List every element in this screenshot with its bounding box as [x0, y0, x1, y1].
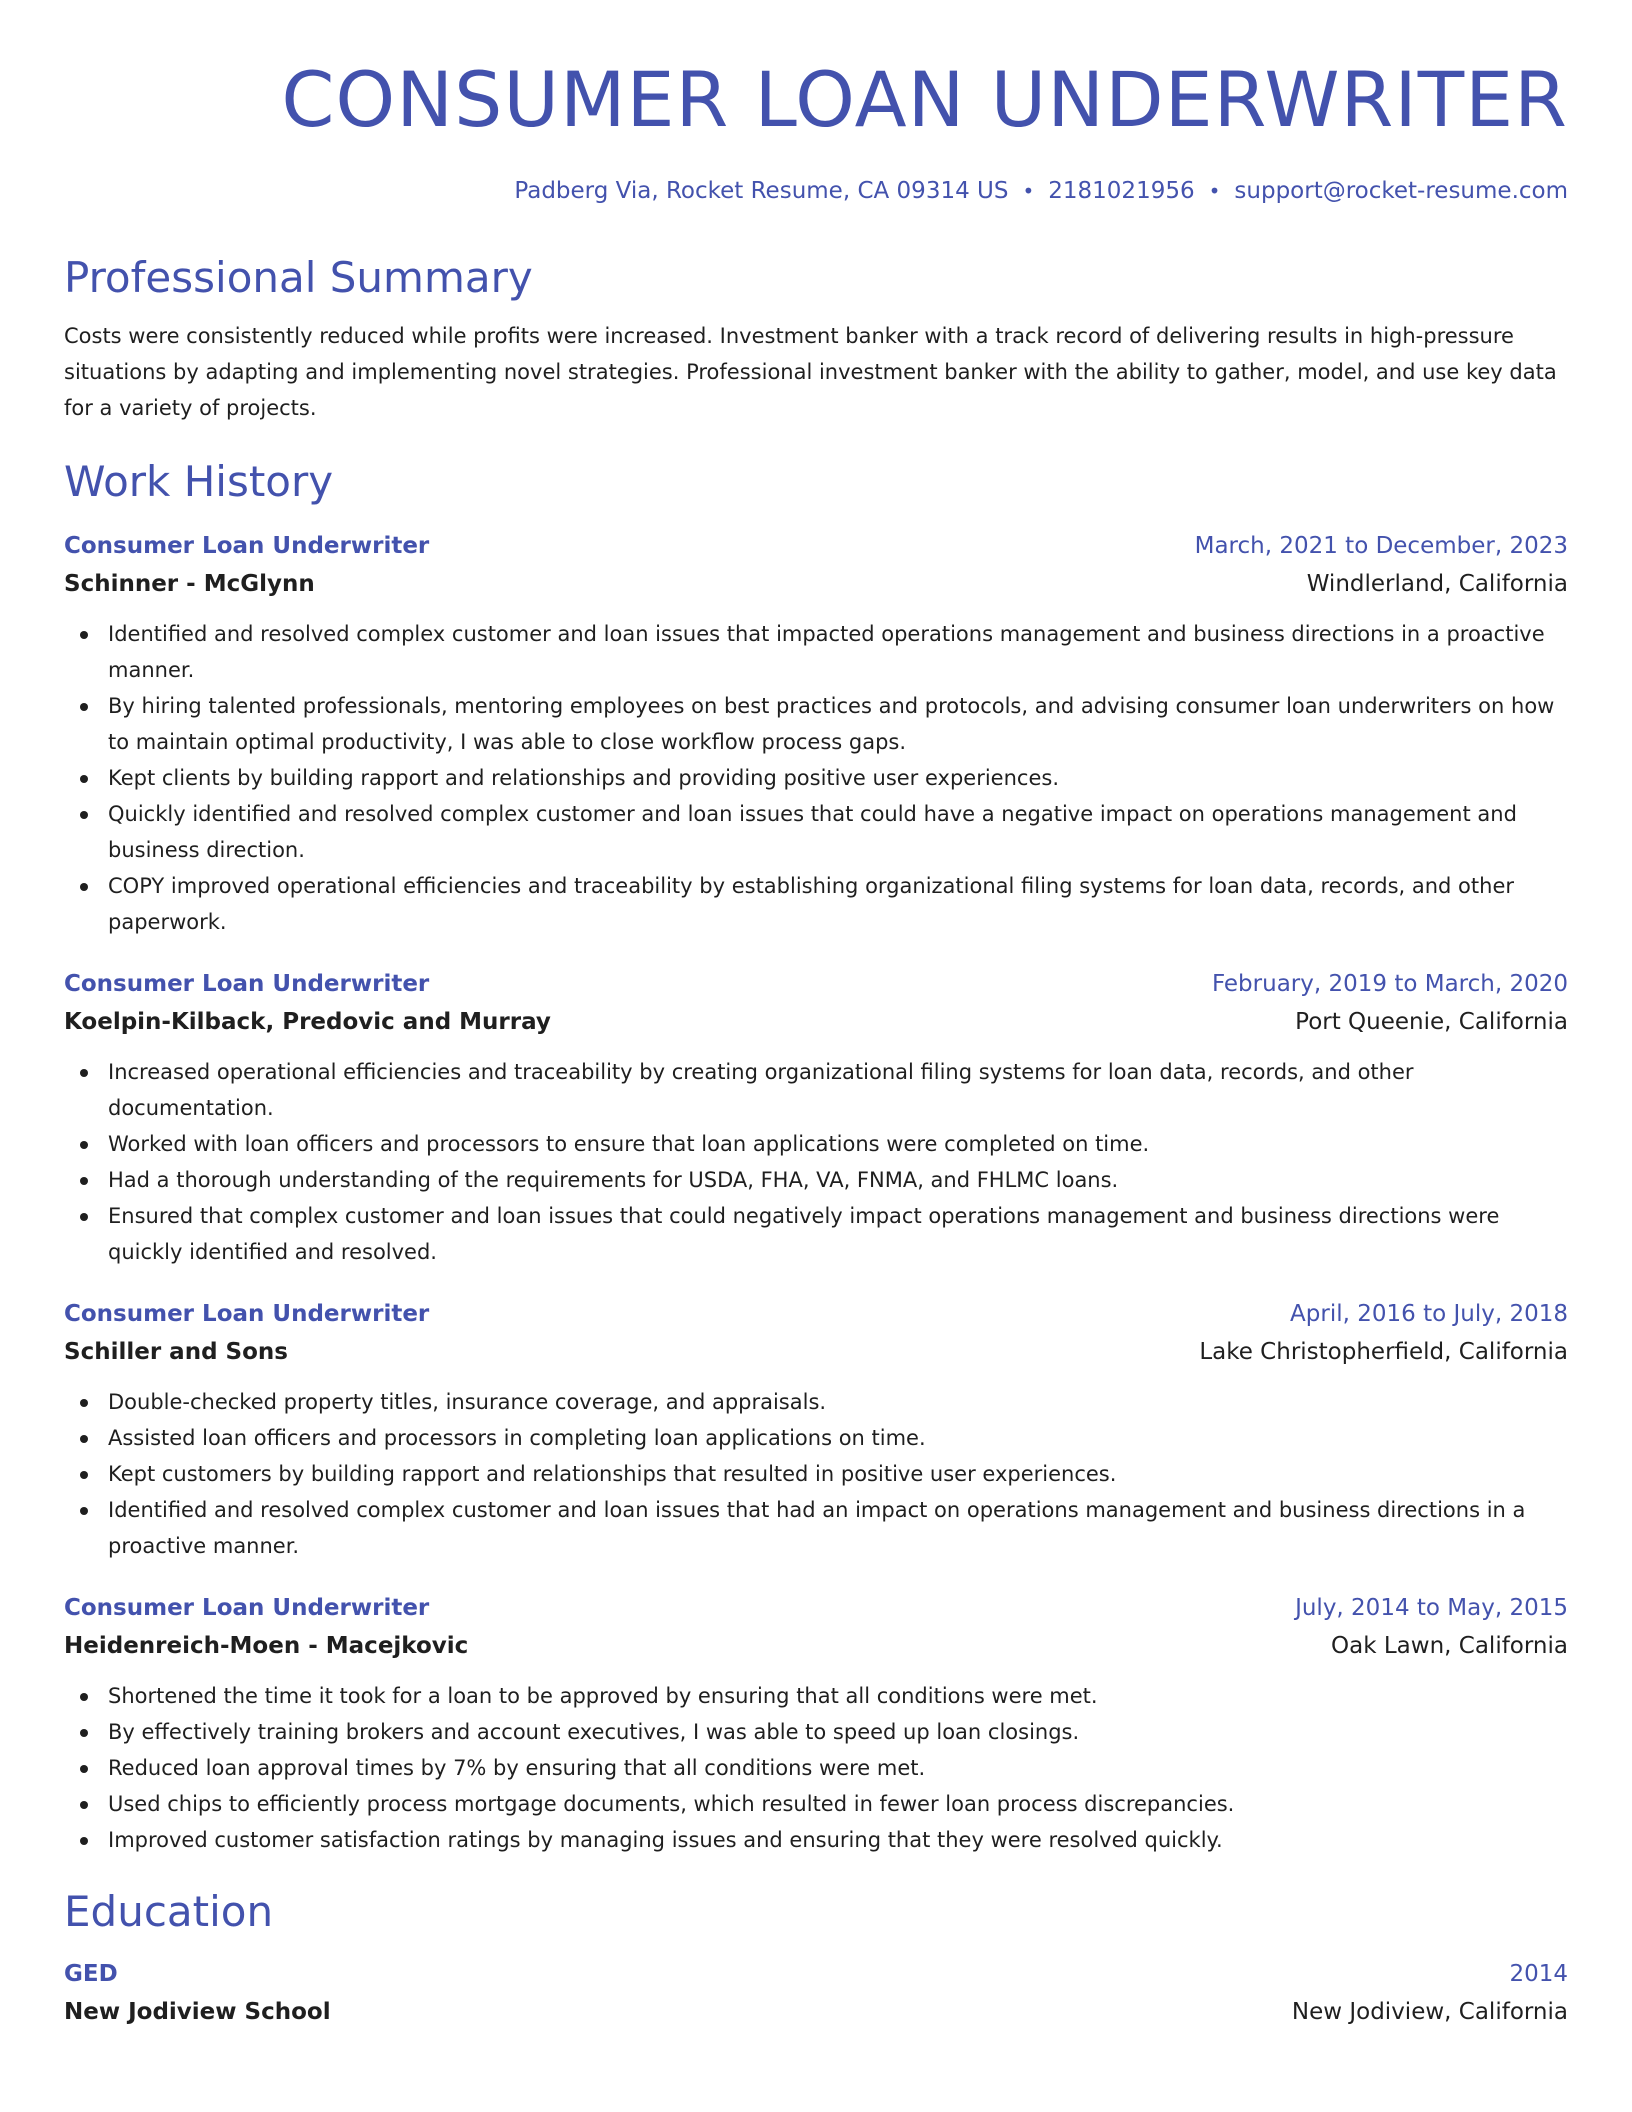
job-bullet: Double-checked property titles, insurance coverage, and appraisals.	[64, 1384, 1568, 1420]
job-bullet: Assisted loan officers and processors in completing loan applications on time.	[64, 1420, 1568, 1456]
education-school: New Jodiview School	[64, 1999, 331, 2025]
job-dates: July, 2014 to May, 2015	[1295, 1595, 1568, 1621]
job-bullet: Kept clients by building rapport and relationships and providing positive user experiences.	[64, 760, 1568, 796]
job-bullet: Shortened the time it took for a loan to be approved by ensuring that all conditions were met.	[64, 1678, 1568, 1714]
job-bullet: Ensured that complex customer and loan issues that could negatively impact operations management and business directions were quickly identified and resolved.	[64, 1198, 1568, 1270]
job-bullet: By hiring talented professionals, mentoring employees on best practices and protocols, and advising consumer loan underwriters on how to maintain optimal productivity, I was able to close workflow process gaps.	[64, 688, 1568, 760]
job-company: Heidenreich-Moen - Macejkovic	[64, 1633, 469, 1659]
work-history-heading: Work History	[64, 457, 334, 506]
job-bullet: Used chips to efficiently process mortgage documents, which resulted in fewer loan process discrepancies.	[64, 1786, 1568, 1822]
job-company: Schinner - McGlynn	[64, 571, 315, 597]
job-bullet: Kept customers by building rapport and relationships that resulted in positive user experiences.	[64, 1456, 1568, 1492]
job-dates: April, 2016 to July, 2018	[1290, 1301, 1568, 1327]
job-entry	[64, 1590, 1568, 1858]
job-dates: February, 2019 to March, 2020	[1211, 971, 1568, 997]
job-company: Koelpin-Kilback, Predovic and Murray	[64, 1009, 551, 1035]
job-company: Schiller and Sons	[64, 1339, 288, 1365]
job-role: Consumer Loan Underwriter	[64, 1301, 430, 1327]
job-role: Consumer Loan Underwriter	[64, 533, 430, 559]
job-bullet: By effectively training brokers and account executives, I was able to speed up loan closings.	[64, 1714, 1568, 1750]
job-location: Lake Christopherfield, California	[1199, 1339, 1568, 1365]
job-bullet: Increased operational efficiencies and traceability by creating organizational filing systems for loan data, records, and other documentation.	[64, 1054, 1568, 1126]
education-location: New Jodiview, California	[1291, 1999, 1568, 2025]
job-bullets	[64, 616, 1568, 940]
job-bullet: Worked with loan officers and processors to ensure that loan applications were completed on time.	[64, 1126, 1568, 1162]
job-role: Consumer Loan Underwriter	[64, 1595, 430, 1621]
contact-separator: •	[1208, 179, 1221, 203]
contact-info	[64, 178, 1568, 204]
job-location: Oak Lawn, California	[1331, 1633, 1568, 1659]
job-location: Windlerland, California	[1306, 571, 1568, 597]
job-bullet: Identified and resolved complex customer and loan issues that had an impact on operations management and business directions in a proactive manner.	[64, 1492, 1568, 1564]
job-bullet: Improved customer satisfaction ratings by managing issues and ensuring that they were resolved quickly.	[64, 1822, 1568, 1858]
education-degree: GED	[64, 1961, 118, 1987]
job-location: Port Queenie, California	[1295, 1009, 1568, 1035]
job-entry	[64, 1296, 1568, 1564]
contact-phone: 2181021956	[1048, 178, 1195, 204]
job-dates: March, 2021 to December, 2023	[1194, 533, 1568, 559]
education-section	[64, 1886, 1568, 2032]
education-year: 2014	[1509, 1961, 1568, 1987]
job-bullet: Reduced loan approval times by 7% by ensuring that all conditions were met.	[64, 1750, 1568, 1786]
job-bullets	[64, 1384, 1568, 1564]
job-bullet: COPY improved operational efficiencies and traceability by establishing organizational filing systems for loan data, records, and other paperwork.	[64, 868, 1568, 940]
job-bullets	[64, 1678, 1568, 1858]
job-bullet: Quickly identified and resolved complex customer and loan issues that could have a negative impact on operations management and business direction.	[64, 796, 1568, 868]
resume-title: CONSUMER LOAN UNDERWRITER	[281, 55, 1568, 144]
job-entry	[64, 528, 1568, 940]
job-role: Consumer Loan Underwriter	[64, 971, 430, 997]
work-history-section	[64, 456, 1568, 1858]
summary-section	[64, 252, 1568, 426]
education-heading: Education	[64, 1887, 274, 1936]
job-bullet: Had a thorough understanding of the requirements for USDA, FHA, VA, FNMA, and FHLMC loans.	[64, 1162, 1568, 1198]
resume-header	[64, 52, 1568, 204]
contact-separator: •	[1022, 179, 1035, 203]
job-bullets	[64, 1054, 1568, 1270]
summary-text: Costs were consistently reduced while profits were increased. Investment banker with a track record of delivering results in high-pressure situations by adapting and implementing novel strategies. Professional investment banker with the ability to gather, model, and use key data for a variety of projects.	[64, 324, 1557, 420]
contact-address: Padberg Via, Rocket Resume, CA 09314 US	[514, 178, 1009, 204]
summary-heading: Professional Summary	[64, 253, 533, 302]
contact-email: support@rocket-resume.com	[1234, 178, 1568, 204]
job-bullet: Identified and resolved complex customer and loan issues that impacted operations management and business directions in a proactive manner.	[64, 616, 1568, 688]
education-entry	[64, 1956, 1568, 2032]
job-entry	[64, 966, 1568, 1270]
